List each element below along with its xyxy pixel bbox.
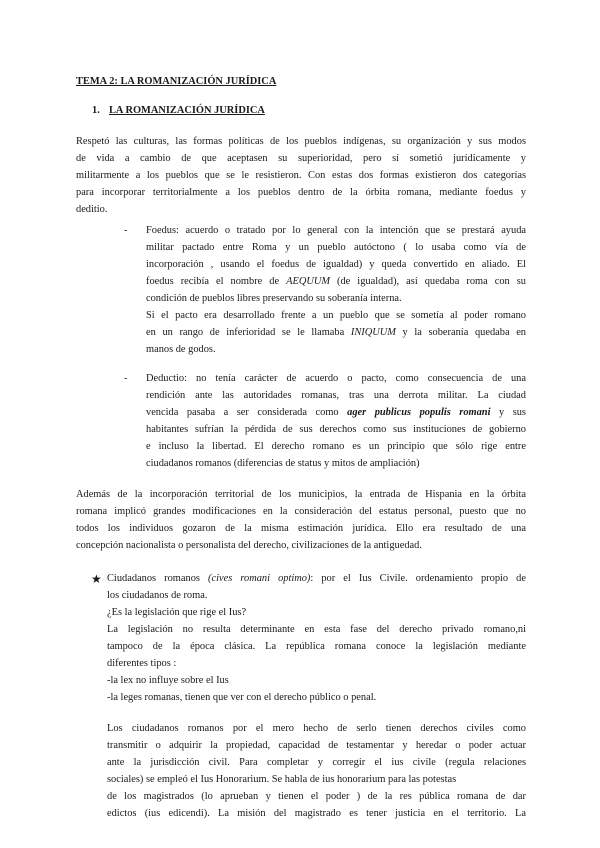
ciudadanos-line: Ciudadanos romanos (cives romani optimo): por el Ius Civile. ordenamiento propio de: [107, 573, 526, 584]
foedus-line: Si el pacto era desarrollado frente a un pueblo que se sometía al poder romano: [146, 310, 526, 321]
ciudadanos-line: los ciudadanos de roma.: [107, 590, 208, 601]
intro-line: militarmente a los pueblos que se le resistieron. Con estas dos formas existieron dos categorías: [76, 170, 526, 181]
ciudadanos-line: -la lex no influye sobre el Ius: [107, 675, 229, 686]
section-number: 1.: [92, 105, 100, 116]
intro-line: para incorporar territorialmente a los pueblos dentro de la órbita romana, mediante foedus y: [76, 187, 526, 198]
paragraph-line: concepción nacionalista o personalista del derecho, civilizaciones de la antiguedad.: [76, 540, 422, 551]
foedus-line: foedus recibía el nombre de AEQUUM (de igualdad), así quedaba roma con su: [146, 276, 526, 287]
ciudadanos-line: ¿Es la legislación que rige el Ius?: [107, 607, 247, 618]
ciudadanos-line: diferentes tipos :: [107, 658, 177, 669]
paragraph-line: sociales) se empleó el Ius Honorarium. Se habla de ius honorarium para las potestas: [107, 774, 457, 785]
deductio-line: rendición ante las autoridades romanas, tras una derrota militar. La ciudad: [146, 390, 526, 401]
ager-publicus-term: ager publicus populis romani: [347, 407, 491, 418]
intro-line: deditio.: [76, 204, 108, 215]
ciudadanos-line: -la leges romanas, tienen que ver con el derecho público o penal.: [107, 692, 377, 703]
iniquum-term: INIQUUM: [350, 327, 396, 338]
intro-line: de vida a cambio de que aceptasen su superioridad, pero sí sometió jurídicamente y: [76, 153, 526, 164]
foedus-line: militar pactado entre Roma y un pueblo autóctono ( lo usaba como vía de: [146, 242, 526, 253]
foedus-line: condición de pueblos libres preservando su soberanía interna.: [146, 293, 402, 304]
deductio-line: vencida pasaba a ser considerada como ager publicus populis romani y sus: [146, 407, 526, 418]
paragraph-line: de los magistrados (lo aprueban y tienen el poder ) de la res pública romana de dar: [107, 791, 526, 802]
foedus-line: manos de godos.: [146, 344, 216, 355]
paragraph-line: transmitir o adquirir la propiedad, capacidad de testamentar y heredar o poder actuar: [107, 740, 526, 751]
star-bullet-icon: ★: [91, 572, 102, 586]
foedus-line: Foedus: acuerdo o tratado por lo general con la intención que se prestará ayuda: [146, 225, 526, 236]
aequum-term: AEQUUM: [286, 276, 330, 287]
document-title: TEMA 2: LA ROMANIZACIÓN JURÍDICA: [76, 76, 277, 87]
foedus-line: en un rango de inferioridad se le llamaba INIQUUM y la soberanía quedaba en: [146, 327, 527, 338]
paragraph-line: ante la jurisdicción civil. Para completar y corregir el ius civile (regula relaciones: [107, 757, 526, 768]
section-title: LA ROMANIZACIÓN JURÍDICA: [109, 105, 265, 116]
deductio-line: Deductio: no tenía carácter de acuerdo o pacto, como consecuencia de una: [146, 373, 526, 384]
intro-line: Respetó las culturas, las formas políticas de los pueblos indígenas, su organización y sus modos: [76, 136, 526, 147]
ciudadanos-line: tampoco de la época clásica. La república romana conoce la legislación mediante: [107, 641, 526, 652]
paragraph-line: todos los individuos gozaron de la misma estimación jurídica. Ello era resultado de una: [76, 523, 526, 534]
paragraph-line: Los ciudadanos romanos por el mero hecho de serlo tienen derechos civiles como: [107, 723, 526, 734]
deductio-line: habitantes sufrían la pérdida de sus derechos como sus instituciones de gobierno: [146, 424, 526, 435]
bullet-dash: -: [124, 373, 128, 384]
foedus-line: incorporación , usando el foedus de igualdad) y queda convertido en aliado. El: [146, 259, 526, 270]
deductio-line: ciudadanos romanos (diferencias de status y mitos de ampliación): [146, 458, 420, 469]
deductio-line: e incluso la libertad. El derecho romano es un principio que sólo rige entre: [146, 441, 526, 452]
paragraph-line: romana implicó grandes modificaciones en la consideración del estatus personal, puesto que no: [76, 506, 526, 517]
ciudadanos-line: La legislación no resulta determinante en esta fase del derecho privado romano,ni: [107, 624, 526, 635]
paragraph-line: Además de la incorporación territorial de los municipios, la entrada de Hispania en la órbita: [76, 489, 526, 500]
bullet-dash: -: [124, 225, 128, 236]
paragraph-line: edictos (ius edicendi). La misión del magistrado es tener justicia en el territorio. La: [107, 808, 526, 819]
cives-romani-term: (cives romani optimo): [208, 573, 311, 584]
